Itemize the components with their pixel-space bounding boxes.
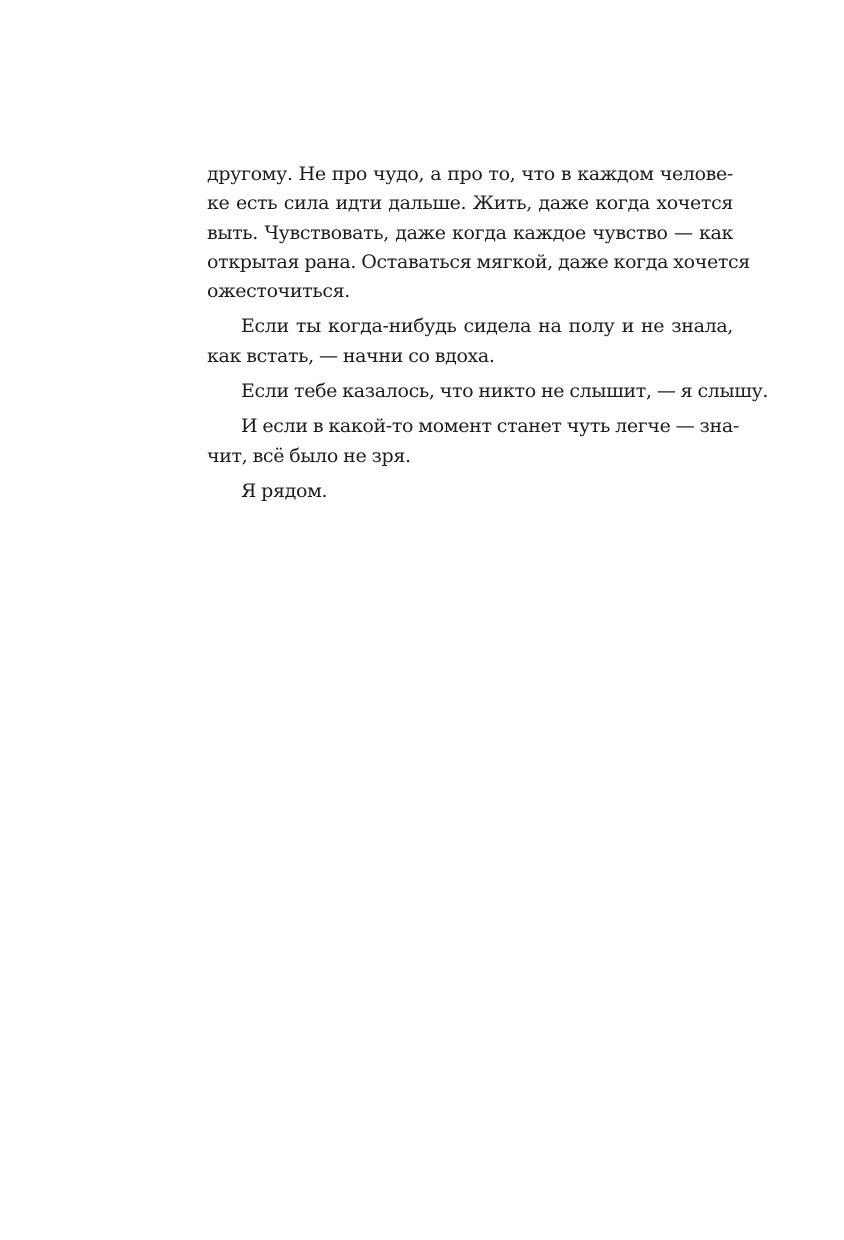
text-line: выть. Чувствовать, даже когда каждое чувство — как	[207, 221, 733, 244]
text-line: Если ты когда-нибудь сидела на полу и не знала,	[241, 315, 733, 338]
text-line: ке есть сила идти дальше. Жить, даже когда хочется	[207, 192, 733, 215]
text-line: Если тебе казалось, что никто не слышит, — я слышу.	[241, 380, 769, 403]
text-line: другому. Не про чудо, а про то, что в каждом челове-	[207, 163, 733, 185]
text-line: открытая рана. Оставаться мягкой, даже когда хочется	[207, 250, 750, 273]
paragraph	[207, 377, 769, 406]
text-line: как встать, — начни со вдоха.	[207, 344, 495, 367]
paragraph	[207, 312, 733, 371]
paragraph	[207, 412, 739, 471]
text-line: ожесточиться.	[207, 280, 350, 303]
paragraph	[207, 477, 733, 506]
text-line: чит, всё было не зря.	[207, 444, 411, 467]
body-text	[207, 160, 769, 506]
text-line: И если в какой-то момент станет чуть легче — зна-	[241, 415, 739, 438]
paragraph	[207, 160, 750, 306]
text-line: Я рядом.	[241, 479, 328, 502]
